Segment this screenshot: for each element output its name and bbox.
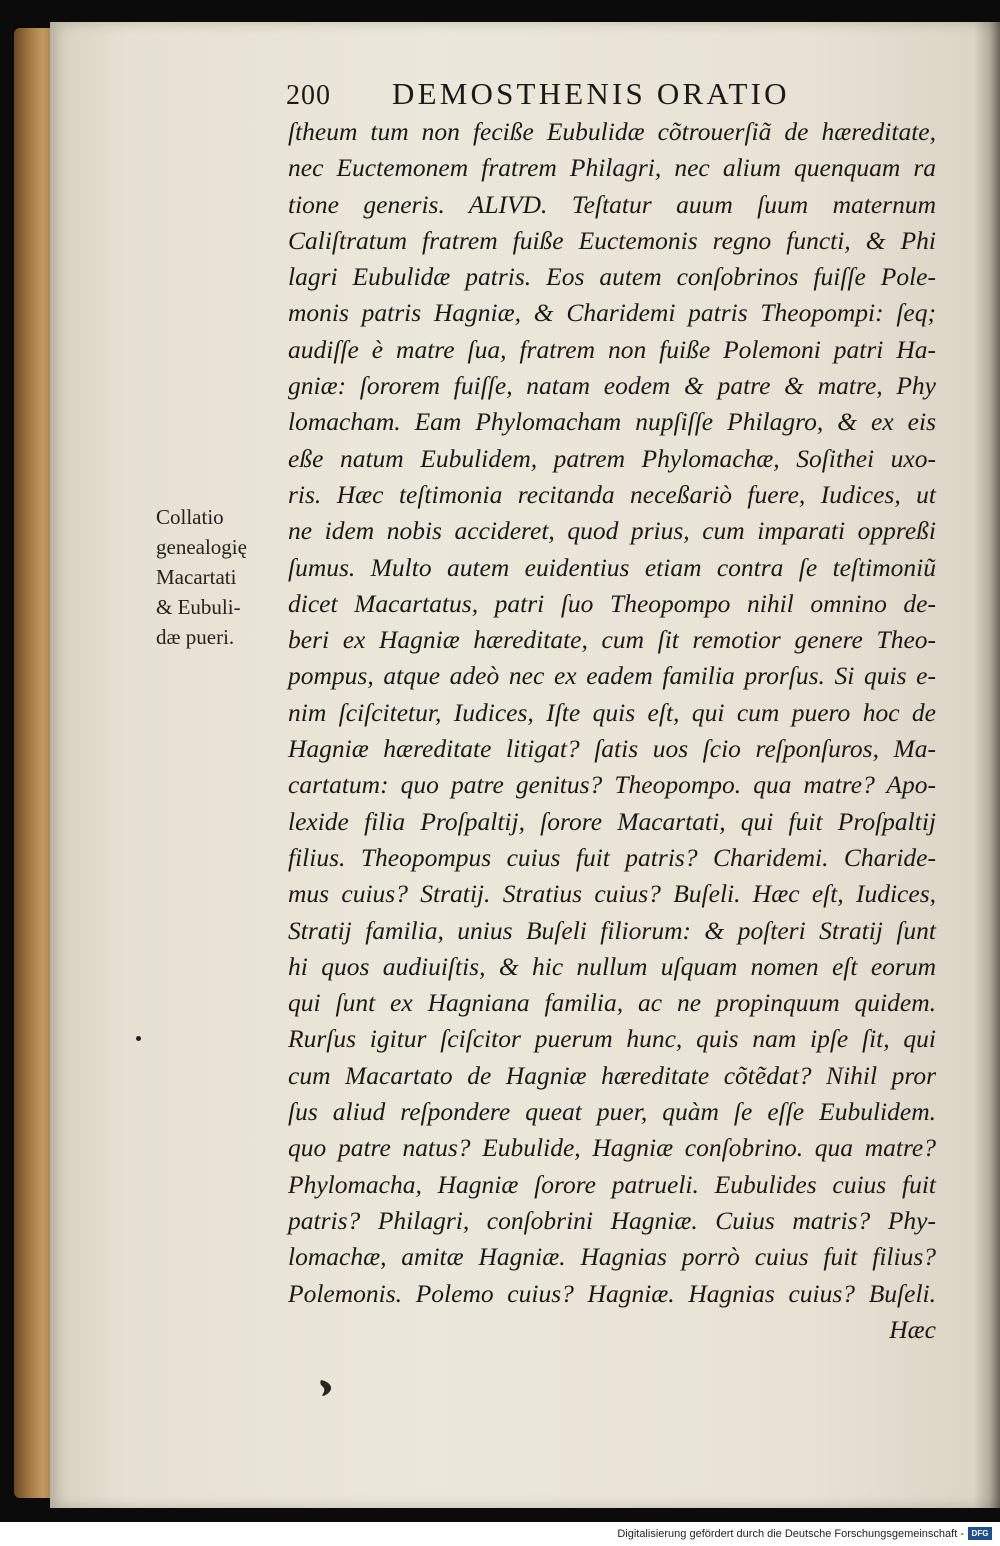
text-line: lagri Eubulidæ patris. Eos autem conſobrinos fuiſſe Pole- <box>288 262 936 292</box>
text-line: mus cuius? Stratij. Stratius cuius? Buſeli. Hæc eſt, Iudices, <box>288 879 936 909</box>
text-line: ris. Hæc teſtimonia recitanda neceßariò fuere, Iudices, ut <box>288 479 936 509</box>
text-line: lomachæ, amitæ Hagniæ. Hagnias porrò cuius fuit filius? <box>288 1242 936 1272</box>
marginal-note-line: Collatio <box>156 505 224 529</box>
catchword: Hæc <box>889 1314 936 1344</box>
text-line: Stratij familia, unius Buſeli filiorum: & poſteri Stratij ſunt <box>288 915 936 945</box>
text-line: Phylomacha, Hagniæ ſorore patrueli. Eubulides cuius fuit <box>288 1169 936 1199</box>
marginal-note-line: & Eubuli- <box>156 595 241 619</box>
text-line: eße natum Eubulidem, patrem Phylomachæ, Soſithei uxo- <box>288 443 936 473</box>
page-gutter-shadow <box>974 22 1000 1508</box>
body-text <box>288 114 936 1348</box>
text-line: ſumus. Multo autem euidentius etiam contra ſe teſtimoniũ <box>288 552 936 582</box>
marginal-note-line: genealogię <box>156 535 247 559</box>
ink-speck <box>136 1036 141 1041</box>
text-line: beri ex Hagniæ hæreditate, cum ſit remotior genere Theo- <box>288 625 936 655</box>
text-line: nec Euctemonem fratrem Philagri, nec alium quenquam ra <box>288 153 936 183</box>
text-line: Rurſus igitur ſciſcitor puerum hunc, quis nam ipſe ſit, qui <box>288 1024 936 1054</box>
marginal-note-line: Macartati <box>156 565 237 589</box>
text-line: Polemonis. Polemo cuius? Hagniæ. Hagnias cuius? Buſeli. <box>288 1278 936 1308</box>
text-line: gniæ: ſororem fuiſſe, natam eodem & patre & matre, Phy <box>288 371 936 401</box>
text-line: cartatum: quo patre genitus? Theopompo. qua matre? Apo- <box>288 770 936 800</box>
text-line: patris? Philagri, conſobrini Hagniæ. Cuius matris? Phy- <box>288 1205 936 1235</box>
text-line: lomacham. Eam Phylomacham nupſiſſe Philagro, & ex eis <box>288 407 936 437</box>
text-line: cum Macartato de Hagniæ hæreditate cõtẽdat? Nihil pror <box>288 1060 936 1090</box>
text-line: hi quos audiuiſtis, & hic nullum uſquam nomen eſt eorum <box>288 951 936 981</box>
footer-bar <box>0 1522 1000 1546</box>
text-line: nim ſciſcitetur, Iudices, Iſte quis eſt, qui cum puero hoc de <box>288 697 936 727</box>
text-line: ſtheum tum non feciße Eubulidæ cõtrouerſiã de hæreditate, <box>288 117 936 146</box>
marginal-note-line: dæ pueri. <box>156 625 235 649</box>
ink-blot-ornament <box>318 1378 334 1398</box>
footer-credit: Digitalisierung gefördert durch die Deutsche Forschungsgemeinschaft - <box>617 1528 964 1540</box>
text-line: audiſſe è matre ſua, fratrem non fuiße Polemoni patri Ha- <box>288 334 936 364</box>
text-line: tione generis. ALIVD. Teſtatur auum ſuum maternum <box>288 189 936 219</box>
text-line: ne idem nobis accideret, quod prius, cum imparati oppreßi <box>288 516 936 546</box>
text-line: dicet Macartatus, patri ſuo Theopompo nihil omnino de- <box>288 588 936 618</box>
marginal-note <box>156 502 286 652</box>
text-line: pompus, atque adeò nec ex eadem familia prorſus. Si quis e- <box>288 661 936 691</box>
text-line: ſus aliud reſpondere queat puer, quàm ſe eſſe Eubulidem. <box>288 1097 936 1127</box>
text-line: filius. Theopompus cuius fuit patris? Charidemi. Charide- <box>288 842 936 872</box>
text-line: quo patre natus? Eubulide, Hagniæ conſobrino. qua matre? <box>288 1133 936 1163</box>
page-number: 200 <box>286 80 331 111</box>
running-title: DEMOSTHENIS ORATIO <box>392 76 790 111</box>
dfg-logo: DFG <box>968 1527 992 1540</box>
text-line: monis patris Hagniæ, & Charidemi patris Theopompi: ſeq; <box>288 298 936 328</box>
text-line: lexide filia Proſpaltij, ſorore Macartati, qui fuit Proſpaltij <box>288 806 936 836</box>
text-line: Caliſtratum fratrem fuiße Euctemonis regno functi, & Phi <box>288 225 936 255</box>
text-line: qui ſunt ex Hagniana familia, ac ne propinquum quidem. <box>288 988 936 1018</box>
text-line: Hagniæ hæreditate litigat? ſatis uos ſcio reſponſuros, Ma- <box>288 734 936 764</box>
page-header <box>286 76 846 116</box>
